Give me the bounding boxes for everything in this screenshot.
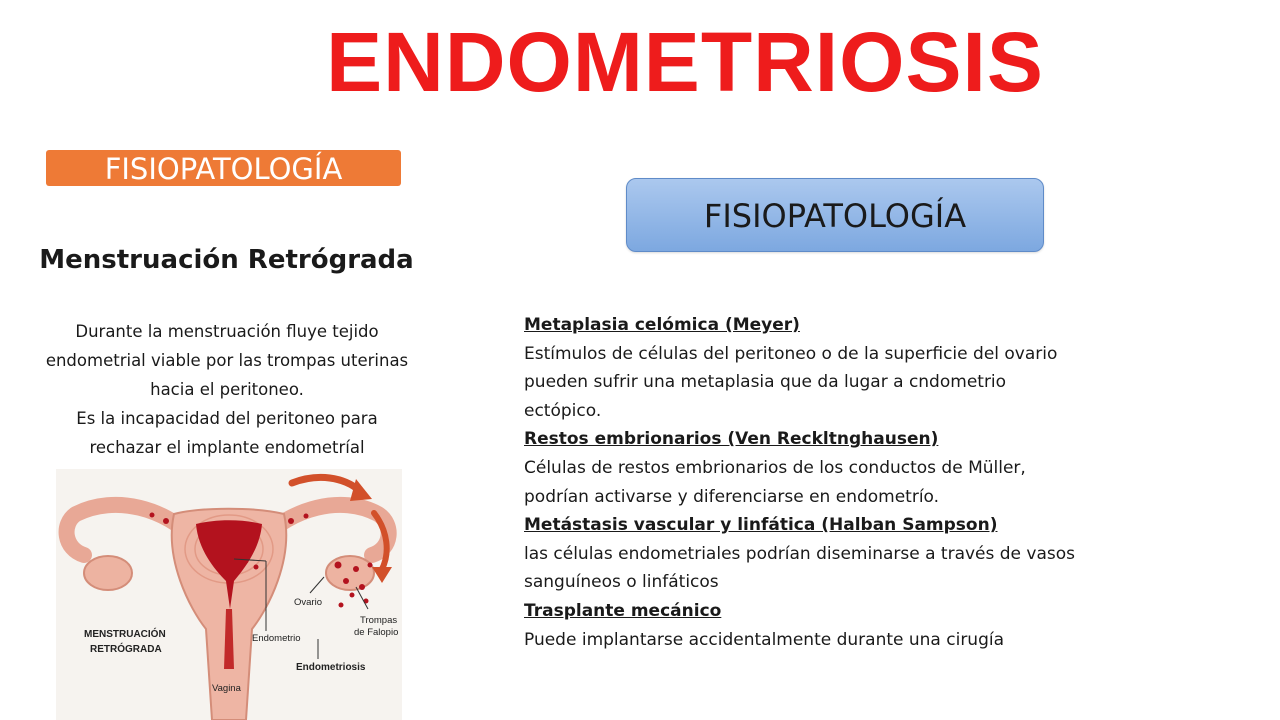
section-line: ectópico. xyxy=(524,400,602,421)
section-heading: Metástasis vascular y linfática (Halban Sampson) xyxy=(524,515,998,536)
section-line: sanguíneos o linfáticos xyxy=(524,572,719,593)
section-line: Estímulos de células del peritoneo o de la superficie del ovario xyxy=(524,343,1058,364)
retrograde-arrow xyxy=(292,477,360,491)
leader-line xyxy=(356,587,368,609)
section-line: las células endometriales podrían diseminarse a través de vasos xyxy=(524,543,1076,564)
endometriosis-spot xyxy=(343,578,349,584)
left-line: Es la incapacidad del peritoneo para xyxy=(76,409,378,428)
label-ovario: Ovario xyxy=(294,597,322,608)
section-line: podrían activarse y diferenciarse en endometrío. xyxy=(524,486,940,507)
endometriosis-spot xyxy=(353,566,359,572)
endometriosis-spot xyxy=(359,584,365,590)
blood-droplet xyxy=(288,518,294,524)
left-line: rechazar el implante endometríal xyxy=(89,438,365,457)
label-retrograda: RETRÓGRADA xyxy=(90,644,162,655)
section-line: pueden sufrir una metaplasia que da lugar a cndometrio xyxy=(524,372,1007,393)
label-de-falopio: de Falopio xyxy=(354,627,399,638)
fisiopatologia-badge-right: FISIOPATOLOGÍA xyxy=(626,178,1044,252)
label-vagina: Vagina xyxy=(212,683,241,694)
leader-line xyxy=(310,577,324,593)
retrograde-arrowhead xyxy=(372,567,392,583)
uterus-diagram xyxy=(56,469,402,720)
label-endometrio: Endometrio xyxy=(252,633,301,644)
left-line: Durante la menstruación fluye tejido xyxy=(75,322,379,341)
section-line: Puede implantarse accidentalmente durante una cirugía xyxy=(524,629,1005,650)
blood-droplet xyxy=(163,518,169,524)
uterus-illustration xyxy=(56,469,402,720)
right-ovary xyxy=(326,556,374,590)
endometriosis-spot xyxy=(350,593,355,598)
section-heading: Metaplasia celómica (Meyer) xyxy=(524,315,800,335)
left-ovary xyxy=(84,556,132,590)
section-heading: Restos embrionarios (Ven Reckltnghausen) xyxy=(524,429,939,450)
page-title: ENDOMETRIOSIS xyxy=(326,15,1044,109)
blood-droplet xyxy=(254,565,259,570)
endometriosis-spot xyxy=(339,603,344,608)
fisiopatologia-badge-left: FISIOPATOLOGÍA xyxy=(46,150,401,186)
left-line: endometrial viable por las trompas uterinas xyxy=(45,351,409,370)
section-heading: Trasplante mecánico xyxy=(524,600,722,621)
menstruacion-retrograda-heading: Menstruación Retrógrada xyxy=(39,245,414,275)
left-line: hacia el peritoneo. xyxy=(150,380,304,399)
label-trompas: Trompas xyxy=(360,615,398,626)
blood-droplet xyxy=(150,513,155,518)
theories-list xyxy=(524,311,1164,654)
label-menstruacion: MENSTRUACIÓN xyxy=(84,629,166,640)
blood-droplet xyxy=(304,514,309,519)
endometriosis-spot xyxy=(335,562,342,569)
label-endometriosis: Endometriosis xyxy=(296,662,366,673)
endometriosis-spot xyxy=(368,563,373,568)
left-description xyxy=(4,317,450,462)
section-line: Células de restos embrionarios de los conductos de Müller, xyxy=(524,457,1026,478)
